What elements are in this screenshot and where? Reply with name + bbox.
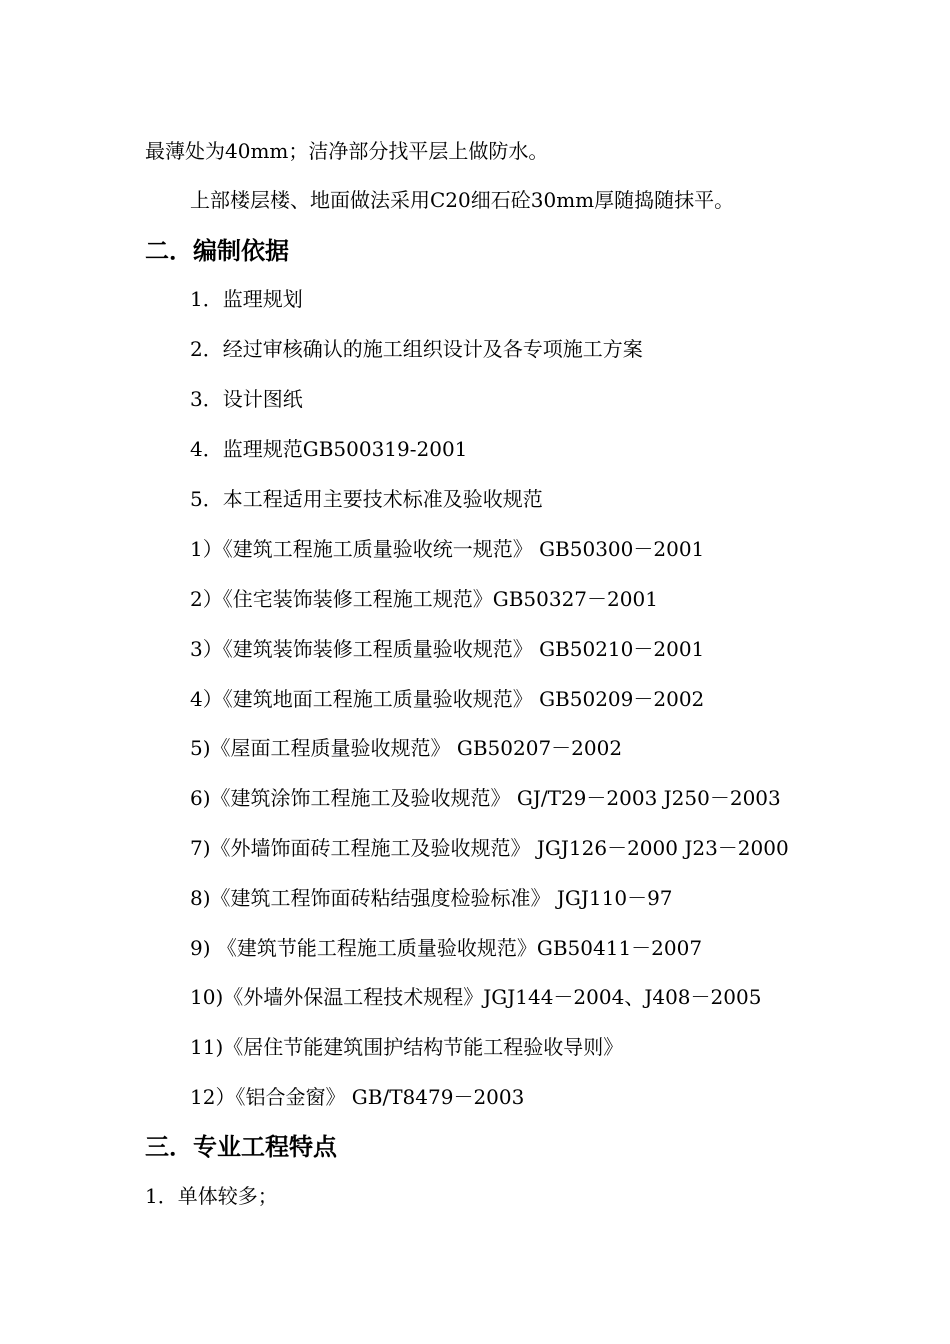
section-heading-basis: 二．编制依据 xyxy=(145,237,289,265)
standard-item: 8)《建筑工程饰面砖粘结强度检验标准》 JGJ110－97 xyxy=(190,886,673,910)
standard-item: 1）《建筑工程施工质量验收统一规范》 GB50300－2001 xyxy=(190,537,705,561)
standard-item: 10)《外墙外保温工程技术规程》JGJ144－2004、J408－2005 xyxy=(190,985,762,1009)
standard-item: 5)《屋面工程质量验收规范》 GB50207－2002 xyxy=(190,736,623,760)
standard-item: 3）《建筑装饰装修工程质量验收规范》 GB50210－2001 xyxy=(190,637,705,661)
section-heading-features: 三．专业工程特点 xyxy=(145,1133,337,1161)
intro-line-1: 最薄处为40mm；洁净部分找平层上做防水。 xyxy=(145,139,549,163)
standard-item: 2）《住宅装饰装修工程施工规范》GB50327－2001 xyxy=(190,587,658,611)
list-item: 3．设计图纸 xyxy=(190,387,303,411)
standard-item: 12）《铝合金窗》 GB/T8479－2003 xyxy=(190,1085,525,1109)
list-item: 4．监理规范GB500319-2001 xyxy=(190,437,468,461)
standard-item: 7)《外墙饰面砖工程施工及验收规范》 JGJ126－2000 J23－2000 xyxy=(190,836,789,860)
standard-item: 6)《建筑涂饰工程施工及验收规范》 GJ/T29－2003 J250－2003 xyxy=(190,786,781,810)
standard-item: 11)《居住节能建筑围护结构节能工程验收导则》 xyxy=(190,1035,624,1059)
list-item: 5．本工程适用主要技术标准及验收规范 xyxy=(190,487,543,511)
list-item: 2．经过审核确认的施工组织设计及各专项施工方案 xyxy=(190,337,643,361)
list-item: 1．监理规划 xyxy=(190,287,303,311)
intro-line-2: 上部楼层楼、地面做法采用C20细石砼30mm厚随捣随抹平。 xyxy=(190,188,735,212)
standard-item: 9) 《建筑节能工程施工质量验收规范》GB50411－2007 xyxy=(190,936,703,960)
standard-item: 4）《建筑地面工程施工质量验收规范》 GB50209－2002 xyxy=(190,687,705,711)
list-item: 1．单体较多； xyxy=(145,1184,278,1208)
